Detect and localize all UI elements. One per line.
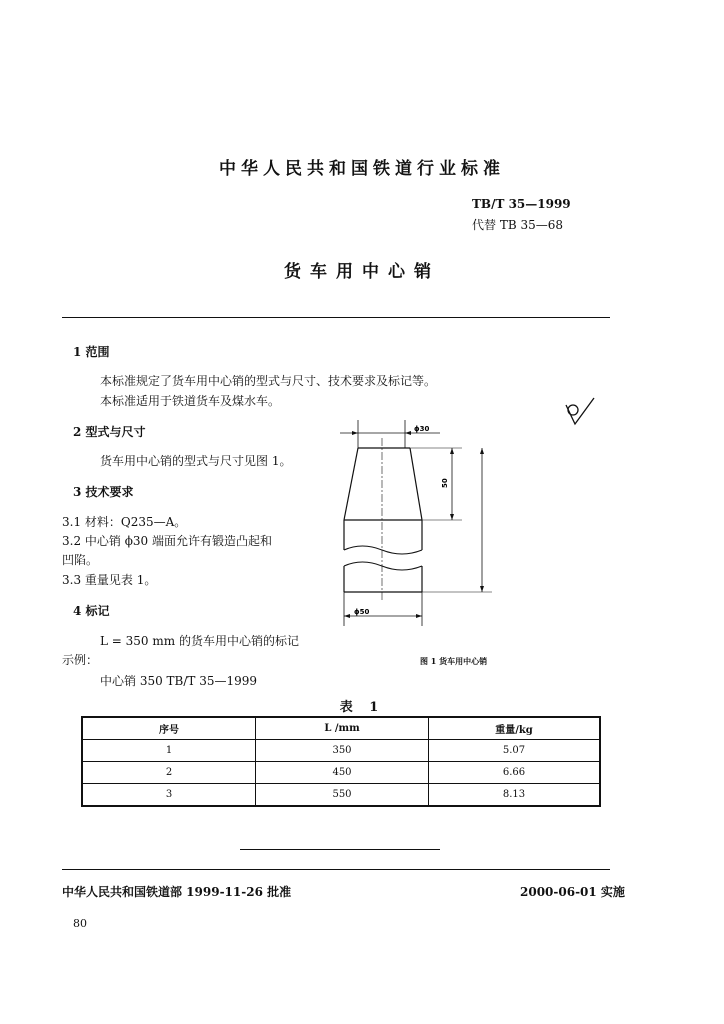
title-divider bbox=[62, 317, 610, 318]
bottom-diameter-label: ϕ50 bbox=[354, 608, 370, 616]
section-3-heading: 3 技术要求 bbox=[73, 485, 134, 499]
header-serial: 序号 bbox=[82, 717, 256, 740]
approval-line: 中华人民共和国铁道部 1999-11-26 批准 bbox=[62, 885, 292, 899]
footer-divider bbox=[62, 869, 610, 870]
cell-length: 350 bbox=[256, 740, 429, 762]
table-title: 表 1 bbox=[339, 700, 385, 715]
table-row bbox=[82, 762, 600, 784]
section-1-paragraph-1: 本标准规定了货车用中心销的型式与尺寸、技术要求及标记等。 bbox=[100, 374, 437, 388]
replaces-standard: 代替 TB 35—68 bbox=[472, 218, 563, 232]
marking-text-line-2: 示例： bbox=[62, 653, 99, 667]
cell-weight: 5.07 bbox=[429, 740, 601, 762]
center-pin-drawing bbox=[330, 420, 500, 639]
section-1-paragraph-2: 本标准适用于铁道货车及煤水车。 bbox=[100, 394, 281, 408]
header-length: L /mm bbox=[256, 717, 429, 740]
clause-3-2-line-1: 3.2 中心销 ϕ30 端面允许有锻造凸起和 bbox=[62, 534, 272, 548]
head-height-label: 50 bbox=[441, 478, 449, 488]
table-row bbox=[82, 784, 600, 807]
header-weight: 重量/kg bbox=[429, 717, 601, 740]
figure-caption: 图 1 货车用中心销 bbox=[420, 656, 488, 666]
clause-3-1: 3.1 材料：Q235—A。 bbox=[62, 515, 187, 529]
implementation-date: 2000-06-01 实施 bbox=[520, 885, 625, 899]
section-2-paragraph: 货车用中心销的型式与尺寸见图 1。 bbox=[100, 454, 292, 468]
marking-example: 中心销 350 TB/T 35—1999 bbox=[100, 674, 258, 688]
standard-number: TB/T 35—1999 bbox=[472, 197, 571, 211]
document-title: 货车用中心销 bbox=[284, 262, 440, 282]
cell-serial: 1 bbox=[82, 740, 256, 762]
cell-length: 450 bbox=[256, 762, 429, 784]
page-number: 80 bbox=[73, 917, 87, 930]
top-diameter-label: ϕ30 bbox=[414, 425, 430, 433]
marking-text-line-1: L = 350 mm 的货车用中心销的标记 bbox=[100, 634, 299, 648]
table-header-row bbox=[82, 717, 600, 740]
cell-serial: 3 bbox=[82, 784, 256, 807]
clause-3-3: 3.3 重量见表 1。 bbox=[62, 573, 157, 587]
weight-table bbox=[81, 716, 601, 807]
section-2-heading: 2 型式与尺寸 bbox=[73, 425, 146, 439]
cell-serial: 2 bbox=[82, 762, 256, 784]
cell-length: 550 bbox=[256, 784, 429, 807]
section-1-heading: 1 范围 bbox=[73, 345, 110, 359]
cell-weight: 6.66 bbox=[429, 762, 601, 784]
table-row bbox=[82, 740, 600, 762]
cell-weight: 8.13 bbox=[429, 784, 601, 807]
section-4-heading: 4 标记 bbox=[73, 604, 110, 618]
standard-category-title: 中华人民共和国铁道行业标准 bbox=[219, 159, 505, 179]
surface-roughness-symbol bbox=[563, 396, 597, 434]
clause-3-2-line-2: 凹陷。 bbox=[62, 553, 99, 567]
end-of-text-rule bbox=[240, 849, 440, 850]
